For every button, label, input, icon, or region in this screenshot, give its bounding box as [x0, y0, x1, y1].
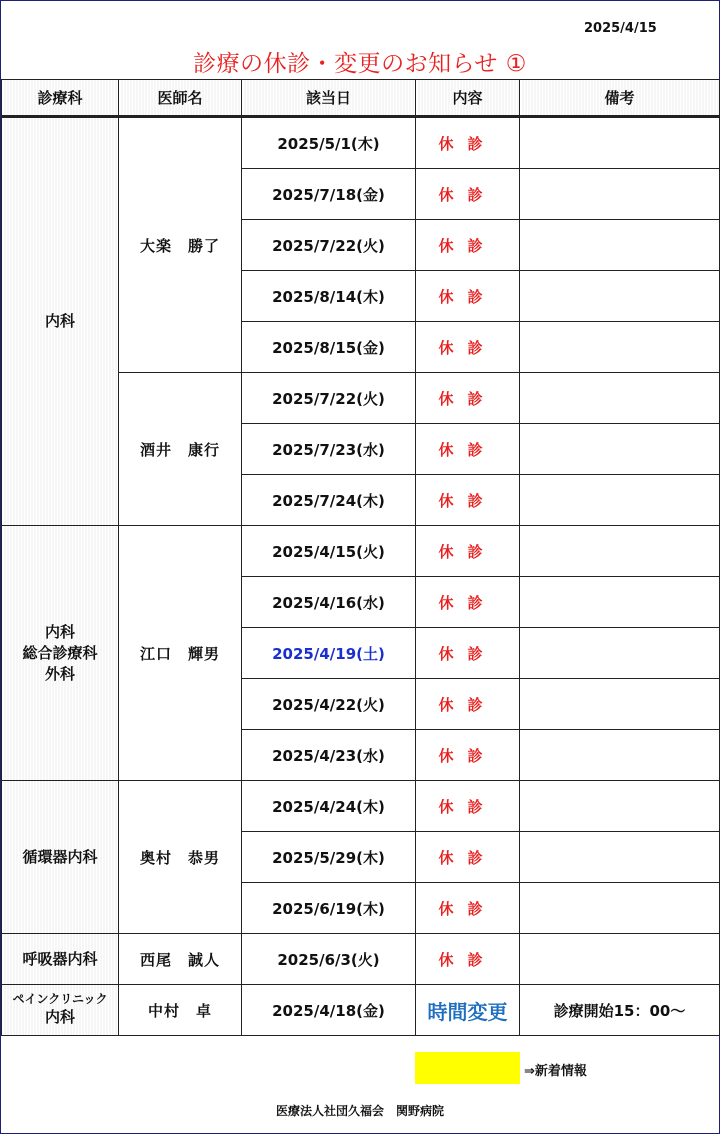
status-cell: 休診 — [416, 730, 520, 781]
header-content: 内容 — [416, 80, 520, 117]
table-row — [2, 934, 720, 985]
remarks-cell — [520, 628, 720, 679]
remarks-cell — [520, 169, 720, 220]
remarks-cell — [520, 832, 720, 883]
status-cell: 休診 — [416, 934, 520, 985]
table-row — [2, 117, 720, 169]
remarks-cell — [520, 934, 720, 985]
table-row — [2, 985, 720, 1036]
issue-date: 2025/4/15 — [584, 21, 657, 36]
status-cell: 休診 — [416, 169, 520, 220]
remarks-cell — [520, 526, 720, 577]
date-cell: 2025/7/22(火) — [242, 220, 416, 271]
department-line: 外科 — [44, 664, 75, 683]
new-info-legend-label: ⇒新着情報 — [524, 1064, 587, 1079]
remarks-cell — [520, 883, 720, 934]
status-cell: 休診 — [416, 781, 520, 832]
remarks-cell — [520, 117, 720, 169]
doctor-cell: 大楽 勝了 — [119, 117, 242, 373]
remarks-cell — [520, 373, 720, 424]
status-cell: 休診 — [416, 577, 520, 628]
date-cell: 2025/4/15(火) — [242, 526, 416, 577]
department-cell: 呼吸器内科 — [2, 934, 119, 985]
date-cell: 2025/7/24(木) — [242, 475, 416, 526]
department-line: 内科 — [44, 1008, 75, 1027]
status-cell: 時間変更 — [416, 985, 520, 1036]
doctor-cell: 奥村 恭男 — [119, 781, 242, 934]
status-cell: 休診 — [416, 424, 520, 475]
date-cell: 2025/7/23(水) — [242, 424, 416, 475]
remarks-cell — [520, 730, 720, 781]
schedule-table — [1, 79, 720, 1036]
remarks-cell — [520, 475, 720, 526]
status-cell: 休診 — [416, 628, 520, 679]
date-cell: 2025/4/19(土) — [242, 628, 416, 679]
remarks-cell — [520, 424, 720, 475]
status-cell: 休診 — [416, 322, 520, 373]
hospital-name: 医療法人社団久福会 関野病院 — [275, 1104, 444, 1118]
header-doctor: 医師名 — [119, 80, 242, 117]
status-cell: 休診 — [416, 883, 520, 934]
table-header-row — [2, 80, 720, 117]
date-cell: 2025/8/14(木) — [242, 271, 416, 322]
status-cell: 休診 — [416, 117, 520, 169]
department-line: 総合診療科 — [22, 643, 98, 662]
doctor-cell: 中村 卓 — [119, 985, 242, 1036]
header-remarks: 備考 — [520, 80, 720, 117]
date-cell: 2025/6/3(火) — [242, 934, 416, 985]
header-date: 該当日 — [242, 80, 416, 117]
table-row — [2, 781, 720, 832]
department-cell: 内科 — [2, 117, 119, 526]
status-cell: 休診 — [416, 271, 520, 322]
status-cell: 休診 — [416, 373, 520, 424]
remarks-cell: 診療開始15：00～ — [520, 985, 720, 1036]
doctor-cell: 酒井 康行 — [119, 373, 242, 526]
department-cell — [2, 526, 119, 781]
department-cell — [2, 985, 119, 1036]
date-cell: 2025/4/22(火) — [242, 679, 416, 730]
date-cell: 2025/5/1(木) — [242, 117, 416, 169]
date-cell: 2025/7/18(金) — [242, 169, 416, 220]
doctor-cell: 江口 輝男 — [119, 526, 242, 781]
date-cell: 2025/4/18(金) — [242, 985, 416, 1036]
remarks-cell — [520, 679, 720, 730]
department-cell: 循環器内科 — [2, 781, 119, 934]
page-title: 診療の休診・変更のお知らせ ① — [193, 51, 527, 77]
remarks-cell — [520, 781, 720, 832]
status-cell: 休診 — [416, 679, 520, 730]
status-cell: 休診 — [416, 832, 520, 883]
remarks-cell — [520, 322, 720, 373]
status-cell: 休診 — [416, 220, 520, 271]
date-cell: 2025/4/16(水) — [242, 577, 416, 628]
date-cell: 2025/5/29(木) — [242, 832, 416, 883]
department-line: ペインクリニック — [12, 992, 108, 1007]
date-cell: 2025/8/15(金) — [242, 322, 416, 373]
doctor-cell: 西尾 誠人 — [119, 934, 242, 985]
status-cell: 休診 — [416, 526, 520, 577]
new-info-legend-swatch — [415, 1052, 520, 1084]
remarks-cell — [520, 577, 720, 628]
date-cell: 2025/6/19(木) — [242, 883, 416, 934]
date-cell: 2025/4/24(木) — [242, 781, 416, 832]
table-row — [2, 526, 720, 577]
date-cell: 2025/4/23(水) — [242, 730, 416, 781]
department-line: 内科 — [44, 622, 75, 641]
status-cell: 休診 — [416, 475, 520, 526]
date-cell: 2025/7/22(火) — [242, 373, 416, 424]
remarks-cell — [520, 271, 720, 322]
remarks-cell — [520, 220, 720, 271]
header-department: 診療科 — [2, 80, 119, 117]
